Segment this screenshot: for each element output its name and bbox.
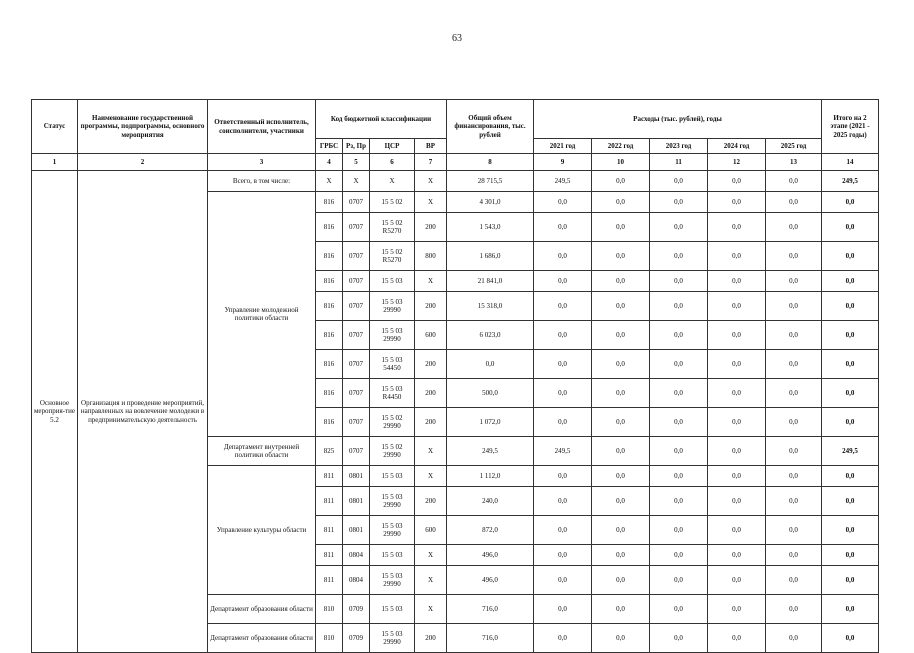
header-2023: 2023 год [650,139,708,154]
measure-name-cell: Организация и проведение мероприятий, направленных на вовлечение молодежи в предпринимательскую деятельность [78,171,208,653]
cell-2021: 249,5 [534,171,592,192]
cell-2024: 0,0 [708,379,766,408]
cell-2025: 0,0 [766,292,822,321]
executor-youth: Управление молодежной политики области [208,192,316,437]
cell-rzpr: X [343,171,370,192]
cell-2023: 0,0 [650,379,708,408]
cell-2021: 0,0 [534,379,592,408]
cell-total: 15 318,0 [447,292,534,321]
cell-2023: 0,0 [650,595,708,624]
column-number: 9 [534,154,592,171]
cell-2021: 249,5 [534,437,592,466]
cell-2021: 0,0 [534,516,592,545]
header-2025: 2025 год [766,139,822,154]
cell-vr: X [415,437,447,466]
cell-csr: 15 5 02 29990 [370,437,415,466]
cell-2025: 0,0 [766,437,822,466]
cell-2024: 0,0 [708,271,766,292]
cell-2023: 0,0 [650,321,708,350]
cell-grbs: 811 [316,487,343,516]
executor-education: Департамент образования области [208,595,316,624]
cell-csr: 15 5 03 29990 [370,321,415,350]
cell-2021: 0,0 [534,466,592,487]
cell-2024: 0,0 [708,516,766,545]
cell-2024: 0,0 [708,242,766,271]
cell-2022: 0,0 [592,171,650,192]
header-2022: 2022 год [592,139,650,154]
header-executor: Ответственный исполнитель, соисполнители, участники [208,100,316,154]
cell-rzpr: 0709 [343,595,370,624]
cell-2024: 0,0 [708,171,766,192]
cell-total: 496,0 [447,545,534,566]
cell-total: 1 543,0 [447,213,534,242]
cell-grbs: X [316,171,343,192]
cell-rzpr: 0804 [343,566,370,595]
cell-2021: 0,0 [534,242,592,271]
cell-total: 240,0 [447,487,534,516]
cell-2025: 0,0 [766,545,822,566]
cell-csr: 15 5 03 29990 [370,292,415,321]
cell-rzpr: 0707 [343,242,370,271]
column-number: 14 [822,154,879,171]
cell-2025: 0,0 [766,171,822,192]
cell-vr: X [415,271,447,292]
cell-vr: X [415,595,447,624]
cell-sum: 0,0 [822,292,879,321]
cell-grbs: 816 [316,271,343,292]
cell-grbs: 816 [316,408,343,437]
executor-total: Всего, в том числе: [208,171,316,192]
cell-csr: 15 5 03 R4450 [370,379,415,408]
cell-2023: 0,0 [650,292,708,321]
cell-2021: 0,0 [534,321,592,350]
cell-grbs: 816 [316,192,343,213]
cell-2024: 0,0 [708,437,766,466]
cell-vr: 200 [415,624,447,653]
cell-2024: 0,0 [708,466,766,487]
cell-total: 500,0 [447,379,534,408]
cell-2023: 0,0 [650,466,708,487]
cell-2025: 0,0 [766,408,822,437]
cell-2024: 0,0 [708,595,766,624]
cell-vr: X [415,566,447,595]
cell-grbs: 810 [316,595,343,624]
cell-2023: 0,0 [650,171,708,192]
cell-2024: 0,0 [708,350,766,379]
cell-2022: 0,0 [592,408,650,437]
header-grbs: ГРБС [316,139,343,154]
cell-rzpr: 0707 [343,321,370,350]
header-stage-total: Итого на 2 этапе (2021 - 2025 годы) [822,100,879,154]
cell-2024: 0,0 [708,213,766,242]
cell-2025: 0,0 [766,271,822,292]
cell-2022: 0,0 [592,292,650,321]
header-2024: 2024 год [708,139,766,154]
cell-grbs: 810 [316,624,343,653]
cell-rzpr: 0801 [343,487,370,516]
cell-2021: 0,0 [534,192,592,213]
cell-2021: 0,0 [534,624,592,653]
cell-2022: 0,0 [592,545,650,566]
cell-2021: 0,0 [534,292,592,321]
cell-2023: 0,0 [650,487,708,516]
cell-rzpr: 0707 [343,292,370,321]
cell-2023: 0,0 [650,408,708,437]
cell-rzpr: 0707 [343,350,370,379]
cell-grbs: 816 [316,292,343,321]
cell-csr: 15 5 03 [370,466,415,487]
executor-culture: Управление культуры области [208,466,316,595]
cell-sum: 0,0 [822,487,879,516]
cell-sum: 249,5 [822,437,879,466]
cell-2022: 0,0 [592,595,650,624]
cell-2023: 0,0 [650,192,708,213]
cell-vr: 200 [415,350,447,379]
cell-2022: 0,0 [592,213,650,242]
cell-total: 872,0 [447,516,534,545]
cell-rzpr: 0707 [343,213,370,242]
cell-csr: 15 5 02 R5270 [370,242,415,271]
cell-2025: 0,0 [766,516,822,545]
cell-vr: X [415,192,447,213]
cell-rzpr: 0709 [343,624,370,653]
cell-total: 716,0 [447,624,534,653]
cell-csr: 15 5 03 29990 [370,487,415,516]
cell-sum: 249,5 [822,171,879,192]
cell-sum: 0,0 [822,192,879,213]
cell-2022: 0,0 [592,379,650,408]
cell-total: 28 715,5 [447,171,534,192]
cell-grbs: 811 [316,466,343,487]
executor-internal-policy: Департамент внутренней политики области [208,437,316,466]
cell-grbs: 816 [316,213,343,242]
cell-sum: 0,0 [822,624,879,653]
cell-2023: 0,0 [650,242,708,271]
column-number: 7 [415,154,447,171]
cell-2021: 0,0 [534,545,592,566]
cell-2023: 0,0 [650,516,708,545]
column-number: 6 [370,154,415,171]
cell-2021: 0,0 [534,408,592,437]
cell-vr: 600 [415,321,447,350]
cell-2025: 0,0 [766,321,822,350]
cell-2022: 0,0 [592,516,650,545]
header-rzpr: Рз, Пр [343,139,370,154]
header-budget-code: Код бюджетной классификации [316,100,447,139]
cell-2025: 0,0 [766,242,822,271]
cell-grbs: 816 [316,350,343,379]
cell-rzpr: 0707 [343,437,370,466]
cell-csr: 15 5 02 29990 [370,408,415,437]
cell-sum: 0,0 [822,595,879,624]
cell-2022: 0,0 [592,321,650,350]
cell-2024: 0,0 [708,192,766,213]
cell-grbs: 811 [316,566,343,595]
cell-vr: 200 [415,213,447,242]
cell-total: 716,0 [447,595,534,624]
cell-vr: 200 [415,292,447,321]
cell-2024: 0,0 [708,624,766,653]
cell-2025: 0,0 [766,595,822,624]
cell-vr: 200 [415,487,447,516]
cell-sum: 0,0 [822,242,879,271]
cell-2021: 0,0 [534,213,592,242]
column-number: 11 [650,154,708,171]
cell-2025: 0,0 [766,213,822,242]
cell-2022: 0,0 [592,271,650,292]
cell-grbs: 825 [316,437,343,466]
cell-vr: 600 [415,516,447,545]
cell-rzpr: 0707 [343,408,370,437]
page-number: 63 [452,33,462,44]
header-vr: ВР [415,139,447,154]
cell-rzpr: 0801 [343,516,370,545]
header-expenses: Расходы (тыс. рублей), годы [534,100,822,139]
cell-total: 1 686,0 [447,242,534,271]
table-row [32,171,879,192]
cell-csr: 15 5 03 29990 [370,566,415,595]
cell-grbs: 816 [316,379,343,408]
cell-total: 249,5 [447,437,534,466]
cell-total: 1 112,0 [447,466,534,487]
header-total-volume: Общий объем финансирования, тыс. рублей [447,100,534,154]
budget-table [31,99,879,653]
cell-rzpr: 0804 [343,545,370,566]
cell-sum: 0,0 [822,379,879,408]
cell-total: 1 072,0 [447,408,534,437]
cell-2021: 0,0 [534,595,592,624]
column-number: 8 [447,154,534,171]
column-number: 4 [316,154,343,171]
status-cell: Основное мероприя-тие 5.2 [32,171,78,653]
cell-2023: 0,0 [650,350,708,379]
cell-2024: 0,0 [708,545,766,566]
cell-csr: 15 5 03 [370,271,415,292]
cell-vr: 800 [415,242,447,271]
cell-rzpr: 0707 [343,192,370,213]
cell-vr: X [415,466,447,487]
cell-2023: 0,0 [650,213,708,242]
cell-2025: 0,0 [766,487,822,516]
cell-csr: 15 5 02 R5270 [370,213,415,242]
cell-2021: 0,0 [534,566,592,595]
cell-grbs: 811 [316,545,343,566]
cell-grbs: 811 [316,516,343,545]
cell-csr: 15 5 03 [370,545,415,566]
cell-csr: 15 5 03 [370,595,415,624]
cell-2023: 0,0 [650,624,708,653]
column-number: 3 [208,154,316,171]
cell-2022: 0,0 [592,624,650,653]
cell-2023: 0,0 [650,566,708,595]
cell-csr: 15 5 02 [370,192,415,213]
cell-csr: 15 5 03 54450 [370,350,415,379]
cell-rzpr: 0707 [343,271,370,292]
cell-total: 496,0 [447,566,534,595]
cell-sum: 0,0 [822,566,879,595]
cell-2025: 0,0 [766,350,822,379]
cell-2023: 0,0 [650,271,708,292]
cell-2025: 0,0 [766,466,822,487]
column-number: 1 [32,154,78,171]
cell-2022: 0,0 [592,437,650,466]
cell-2023: 0,0 [650,545,708,566]
cell-2024: 0,0 [708,566,766,595]
column-number: 5 [343,154,370,171]
cell-2021: 0,0 [534,487,592,516]
cell-total: 4 301,0 [447,192,534,213]
cell-2025: 0,0 [766,624,822,653]
cell-total: 21 841,0 [447,271,534,292]
column-number: 2 [78,154,208,171]
executor-education: Департамент образования области [208,624,316,653]
cell-2022: 0,0 [592,242,650,271]
header-2021: 2021 год [534,139,592,154]
cell-2023: 0,0 [650,437,708,466]
column-number: 12 [708,154,766,171]
column-number-row [32,154,879,171]
cell-grbs: 816 [316,321,343,350]
header-csr: ЦСР [370,139,415,154]
cell-sum: 0,0 [822,516,879,545]
cell-2022: 0,0 [592,566,650,595]
cell-sum: 0,0 [822,408,879,437]
cell-total: 6 023,0 [447,321,534,350]
cell-rzpr: 0801 [343,466,370,487]
cell-sum: 0,0 [822,466,879,487]
cell-2022: 0,0 [592,192,650,213]
cell-csr: 15 5 03 29990 [370,516,415,545]
cell-vr: X [415,171,447,192]
cell-sum: 0,0 [822,271,879,292]
cell-csr: X [370,171,415,192]
cell-2024: 0,0 [708,408,766,437]
cell-2024: 0,0 [708,487,766,516]
cell-sum: 0,0 [822,321,879,350]
cell-2025: 0,0 [766,566,822,595]
column-number: 13 [766,154,822,171]
cell-csr: 15 5 03 29990 [370,624,415,653]
cell-2024: 0,0 [708,292,766,321]
cell-vr: 200 [415,408,447,437]
cell-rzpr: 0707 [343,379,370,408]
cell-grbs: 816 [316,242,343,271]
header-status: Статус [32,100,78,154]
cell-sum: 0,0 [822,350,879,379]
cell-2024: 0,0 [708,321,766,350]
cell-vr: X [415,545,447,566]
cell-2022: 0,0 [592,466,650,487]
cell-2025: 0,0 [766,192,822,213]
column-number: 10 [592,154,650,171]
header-name: Наименование государственной программы, подпрограммы, основного мероприятия [78,100,208,154]
cell-sum: 0,0 [822,213,879,242]
cell-2022: 0,0 [592,350,650,379]
cell-sum: 0,0 [822,545,879,566]
cell-total: 0,0 [447,350,534,379]
cell-2025: 0,0 [766,379,822,408]
cell-2021: 0,0 [534,350,592,379]
cell-2022: 0,0 [592,487,650,516]
cell-vr: 200 [415,379,447,408]
cell-2021: 0,0 [534,271,592,292]
